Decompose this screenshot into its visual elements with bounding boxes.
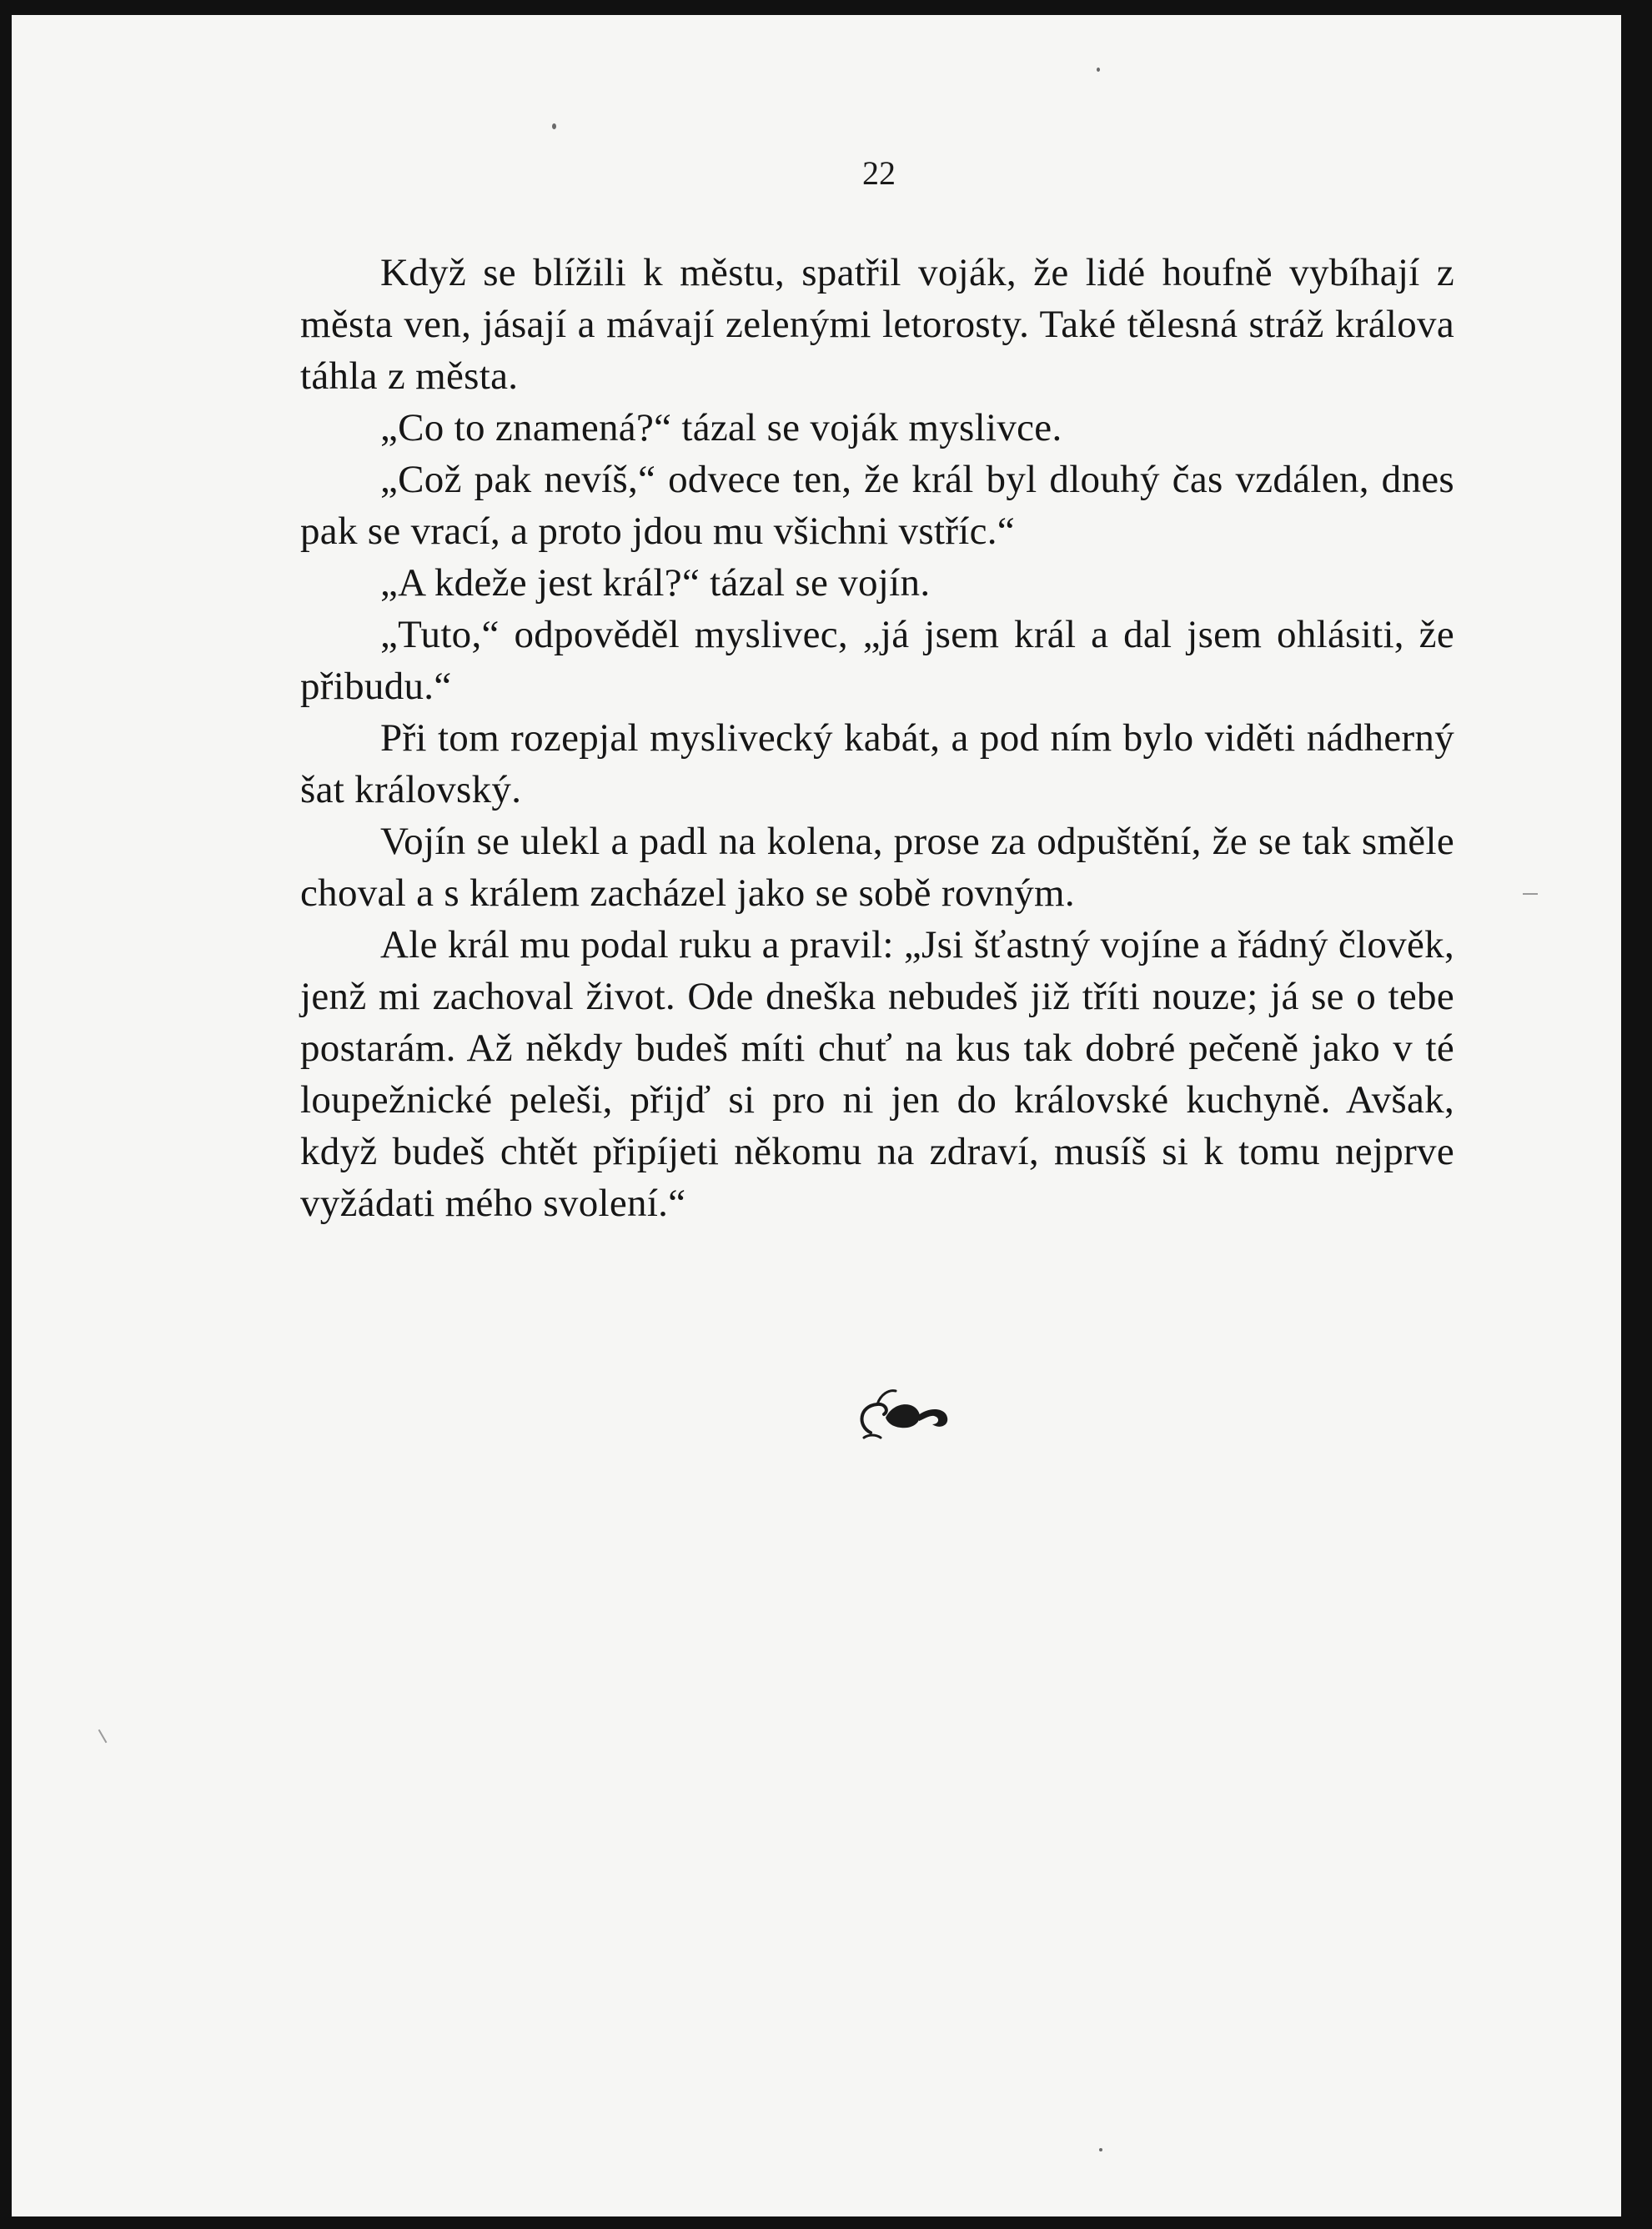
- paragraph: „Což pak nevíš,“ odvece ten, že král byl dlouhý čas vzdálen, dnes pak se vrací, a proto jdou mu všichni vstříc.“: [300, 458, 1454, 553]
- body-text: [300, 247, 1454, 1229]
- paper-speck: [552, 123, 556, 129]
- paragraph: Při tom rozepjal myslivecký kabát, a pod ním bylo viděti nádherný šat královský.: [300, 716, 1454, 811]
- floral-tailpiece-icon: [852, 1383, 961, 1449]
- book-page: [12, 15, 1621, 2216]
- paragraph: „Tuto,“ odpověděl myslivec, „já jsem král a dal jsem ohlásiti, že přibudu.“: [300, 613, 1454, 708]
- paper-speck: [1099, 2148, 1102, 2151]
- margin-mark: [1523, 893, 1538, 895]
- paragraph: Vojín se ulekl a padl na kolena, prose za odpuštění, že se tak směle choval a s králem zacházel jako se sobě rovným.: [300, 820, 1454, 915]
- paragraph: „Co to znamená?“ tázal se voják myslivce.: [380, 406, 1062, 449]
- paper-speck: [1097, 68, 1100, 72]
- paragraph: Ale král mu podal ruku a pravil: „Jsi šťastný vojíne a řádný člověk, jenž mi zachoval život. Ode dneška nebudeš již tříti nouze; já se o tebe postarám. Až někdy budeš míti chuť na kus tak dobré pečeně jako v té loupežnické peleši, přijď si pro ni jen do královské kuchyně. Avšak, když budeš chtět připíjeti někomu na zdraví, musíš si k tomu nejprve vyžádati mého svolení.“: [300, 923, 1454, 1225]
- margin-mark: [98, 1729, 108, 1744]
- paragraph: „A kdeže jest král?“ tázal se vojín.: [380, 561, 931, 605]
- paragraph: Když se blížili k městu, spatřil voják, že lidé houfně vybíhají z města ven, jásají a mávají zelenými letorosty. Také tělesná stráž králova táhla z města.: [300, 251, 1454, 398]
- page-number: 22: [862, 154, 896, 192]
